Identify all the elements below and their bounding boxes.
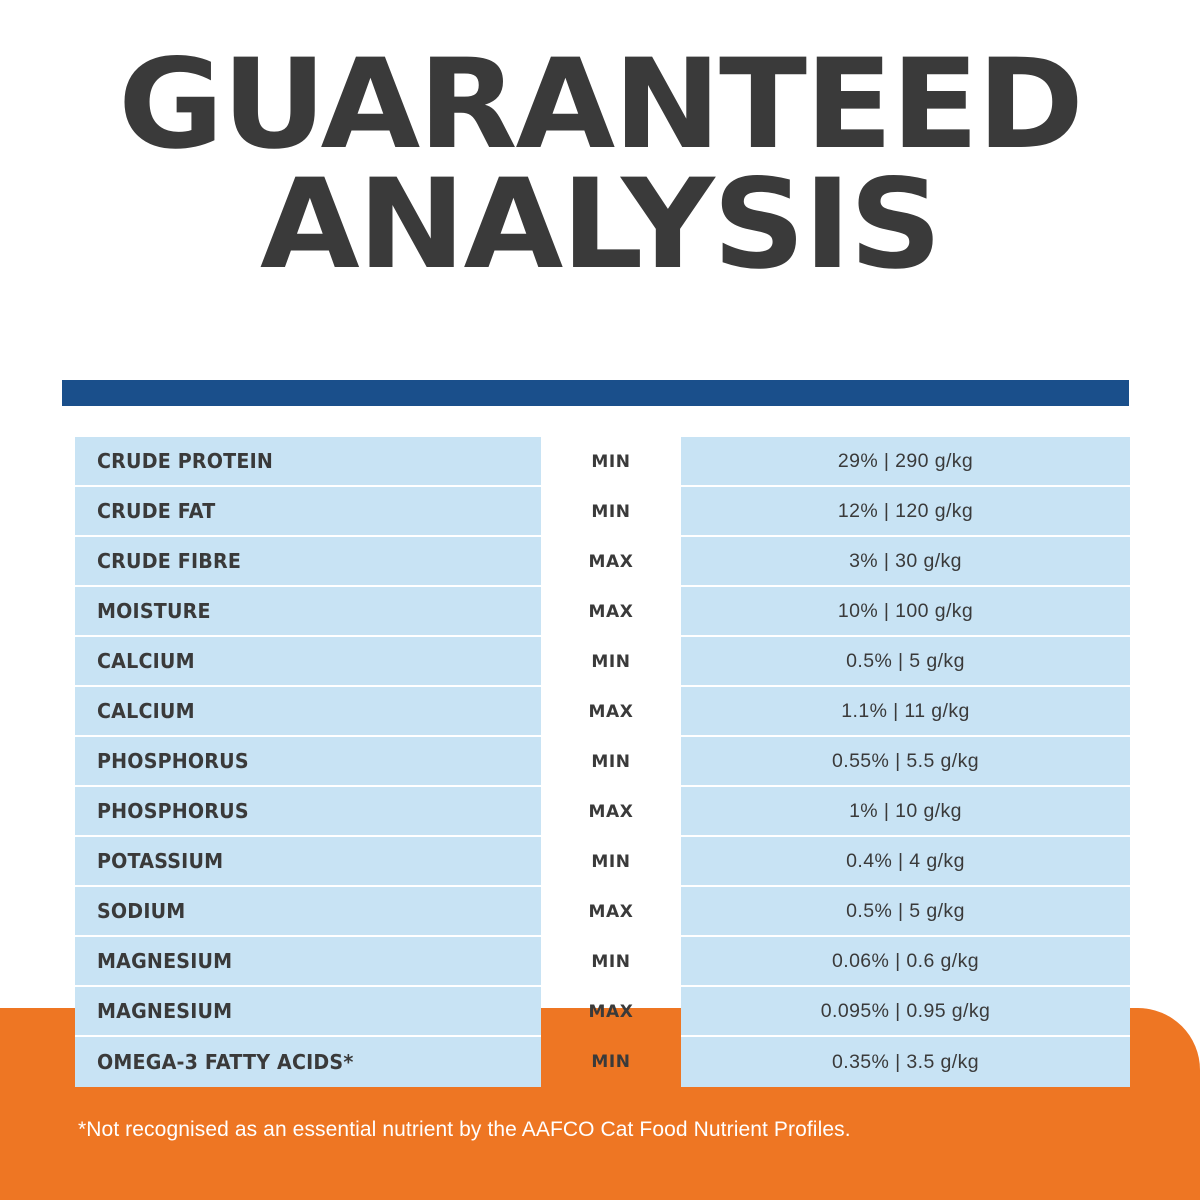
nutrient-name-cell — [75, 787, 541, 837]
limit-type-cell — [541, 587, 681, 637]
nutrient-name-cell — [75, 887, 541, 937]
title-divider — [62, 380, 1129, 406]
limit-type-cell — [541, 487, 681, 537]
nutrient-name: PHOSPHORUS — [97, 799, 249, 823]
nutrient-value-cell — [681, 887, 1130, 937]
table-row — [75, 887, 1130, 937]
limit-type: MIN — [591, 752, 631, 772]
limit-type: MIN — [591, 952, 631, 972]
nutrient-name-cell — [75, 437, 541, 487]
nutrient-value: 12% | 120 g/kg — [837, 499, 974, 522]
table-row — [75, 537, 1130, 587]
nutrient-name-cell — [75, 837, 541, 887]
nutrient-name-cell — [75, 637, 541, 687]
table-row — [75, 437, 1130, 487]
nutrient-value-cell — [681, 987, 1130, 1037]
limit-type-cell — [541, 987, 681, 1037]
table-row — [75, 687, 1130, 737]
nutrient-value-cell — [681, 537, 1130, 587]
limit-type-cell — [541, 687, 681, 737]
limit-type-cell — [541, 637, 681, 687]
limit-type: MAX — [588, 902, 634, 922]
footnote: *Not recognised as an essential nutrient by the AAFCO Cat Food Nutrient Profiles. — [78, 1118, 851, 1141]
limit-type: MIN — [591, 652, 631, 672]
nutrient-name-cell — [75, 987, 541, 1037]
nutrient-name-cell — [75, 537, 541, 587]
nutrient-name-cell — [75, 937, 541, 987]
nutrient-value-cell — [681, 1037, 1130, 1087]
nutrient-name: POTASSIUM — [97, 849, 224, 873]
nutrient-value: 0.095% | 0.95 g/kg — [820, 999, 991, 1022]
table-row — [75, 737, 1130, 787]
limit-type: MAX — [588, 1002, 634, 1022]
nutrient-table — [75, 437, 1130, 1087]
nutrient-value-cell — [681, 437, 1130, 487]
nutrient-name-cell — [75, 737, 541, 787]
limit-type: MIN — [591, 502, 631, 522]
limit-type-cell — [541, 837, 681, 887]
limit-type-cell — [541, 737, 681, 787]
nutrient-value: 0.35% | 3.5 g/kg — [832, 1050, 979, 1073]
limit-type-cell — [541, 537, 681, 587]
limit-type: MAX — [588, 602, 634, 622]
nutrient-name: CRUDE FAT — [97, 499, 216, 523]
limit-type: MAX — [588, 552, 634, 572]
nutrient-value-cell — [681, 487, 1130, 537]
limit-type-cell — [541, 887, 681, 937]
page-title — [0, 33, 1200, 298]
nutrient-value-cell — [681, 737, 1130, 787]
nutrient-name: CALCIUM — [97, 649, 195, 673]
title-line-2: ANALYSIS — [259, 153, 941, 298]
nutrient-value: 0.5% | 5 g/kg — [846, 649, 965, 672]
nutrient-value-cell — [681, 837, 1130, 887]
nutrient-value-cell — [681, 787, 1130, 837]
nutrient-name: MAGNESIUM — [97, 999, 233, 1023]
nutrient-value: 0.06% | 0.6 g/kg — [832, 949, 979, 972]
nutrient-value: 0.4% | 4 g/kg — [846, 849, 965, 872]
nutrient-name: CRUDE FIBRE — [97, 549, 242, 573]
nutrient-value-cell — [681, 637, 1130, 687]
limit-type-cell — [541, 787, 681, 837]
nutrient-name: MOISTURE — [97, 599, 211, 623]
table-row — [75, 1037, 1130, 1087]
nutrient-value: 10% | 100 g/kg — [837, 599, 974, 622]
nutrient-value: 0.5% | 5 g/kg — [846, 899, 965, 922]
limit-type-cell — [541, 1037, 681, 1087]
table-row — [75, 787, 1130, 837]
nutrient-value: 3% | 30 g/kg — [849, 549, 962, 572]
table-row — [75, 937, 1130, 987]
table-row — [75, 837, 1130, 887]
table-row — [75, 637, 1130, 687]
nutrient-name: CRUDE PROTEIN — [97, 449, 274, 473]
nutrient-value-cell — [681, 937, 1130, 987]
title-line-1: GUARANTEED — [118, 33, 1082, 177]
table-row — [75, 987, 1130, 1037]
limit-type: MAX — [588, 702, 634, 722]
limit-type: MIN — [591, 452, 631, 472]
nutrient-name: SODIUM — [97, 899, 186, 923]
nutrient-name: OMEGA-3 FATTY ACIDS* — [97, 1050, 354, 1074]
limit-type-cell — [541, 937, 681, 987]
nutrient-value: 0.55% | 5.5 g/kg — [832, 749, 979, 772]
nutrient-name: MAGNESIUM — [97, 949, 233, 973]
table-row — [75, 487, 1130, 537]
nutrient-name: PHOSPHORUS — [97, 749, 249, 773]
nutrient-value-cell — [681, 587, 1130, 637]
nutrient-name-cell — [75, 1037, 541, 1087]
nutrient-value: 1% | 10 g/kg — [849, 799, 962, 822]
limit-type: MIN — [591, 1052, 631, 1072]
nutrient-name-cell — [75, 487, 541, 537]
nutrient-value-cell — [681, 687, 1130, 737]
nutrient-name-cell — [75, 587, 541, 637]
limit-type: MAX — [588, 802, 634, 822]
table-row — [75, 587, 1130, 637]
nutrient-value: 29% | 290 g/kg — [837, 449, 974, 472]
limit-type: MIN — [591, 852, 631, 872]
nutrient-value: 1.1% | 11 g/kg — [841, 699, 970, 722]
nutrient-name-cell — [75, 687, 541, 737]
nutrient-name: CALCIUM — [97, 699, 195, 723]
limit-type-cell — [541, 437, 681, 487]
